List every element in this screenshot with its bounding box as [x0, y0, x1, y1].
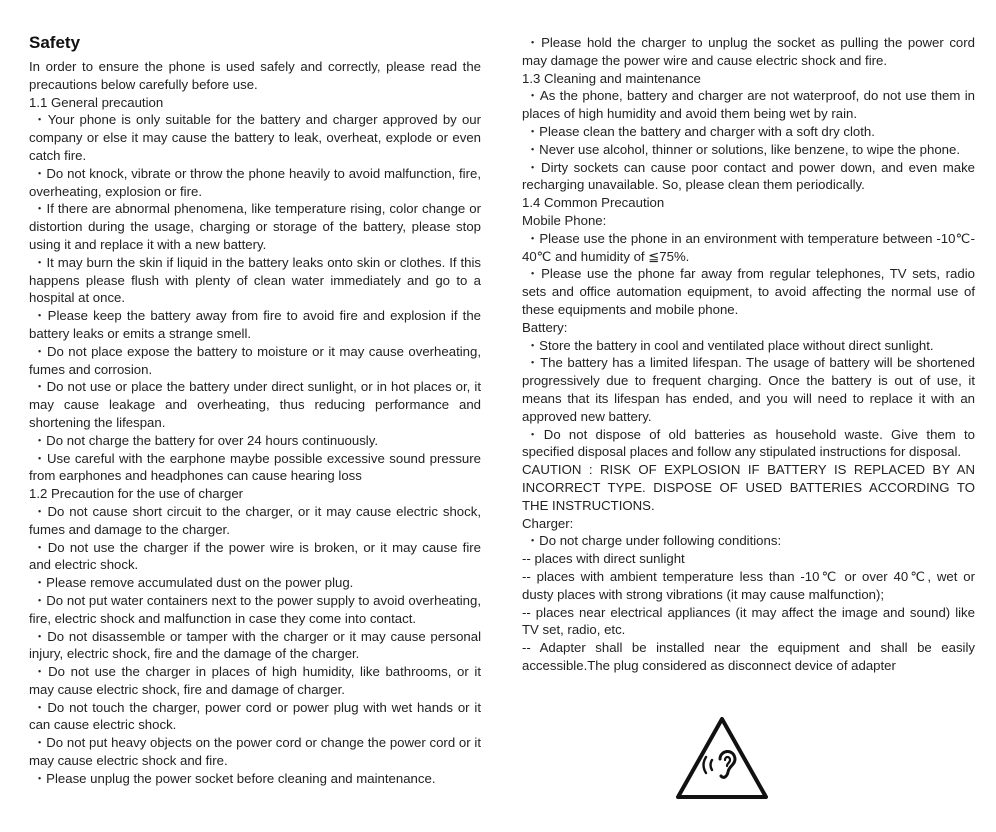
- bullet-item: ・Use careful with the earphone maybe possible excessive sound pressure from earphones and headphones can cause hearing loss: [29, 450, 481, 484]
- bullet-item: ・It may burn the skin if liquid in the battery leaks onto skin or clothes. If this happens please flush with plenty of clean water immediately and go to a hospital at once.: [29, 254, 481, 306]
- section-heading: 1.2 Precaution for the use of charger: [29, 486, 244, 502]
- page-title: Safety: [29, 33, 81, 52]
- bullet-item: ・Do not cause short circuit to the charger, or it may cause electric shock, fumes and damage to the charger.: [29, 503, 481, 537]
- dash-item: -- places with ambient temperature less than -10℃ or over 40℃, wet or dusty places with strong vibrations (it may cause malfunction);: [522, 568, 975, 602]
- hearing-warning-icon: [672, 713, 772, 805]
- section-heading: 1.4 Common Precaution: [522, 195, 665, 211]
- bullet-item: ・Do not use the charger in places of high humidity, like bathrooms, or it may cause electric shock, fire and damage of charger.: [29, 664, 481, 697]
- bullet-item: ・If there are abnormal phenomena, like temperature rising, color change or distortion during the usage, charging or storage of the battery, please stop using it and replace it with a new battery.: [29, 201, 481, 252]
- sound-wave: [704, 757, 707, 773]
- section-heading: 1.3 Cleaning and maintenance: [522, 70, 701, 86]
- bullet-item: ・Do not disassemble or tamper with the charger or it may cause personal injury, electric shock, fire and the damage of the charger.: [29, 628, 481, 662]
- bullet-item: ・Please remove accumulated dust on the power plug.: [33, 575, 354, 591]
- section-heading: 1.1 General precaution: [29, 94, 164, 110]
- bullet-item: ・Do not use the charger if the power wire is broken, or it may cause fire and electric shock.: [29, 539, 481, 573]
- bullet-item: ・Do not knock, vibrate or throw the phone heavily to avoid malfunction, fire, overheating, explosion or fire.: [29, 165, 481, 199]
- bullet-item: ・Store the battery in cool and ventilated place without direct sunlight.: [526, 337, 934, 353]
- bullet-item: ・Never use alcohol, thinner or solutions, like benzene, to wipe the phone.: [526, 141, 960, 157]
- dash-item: -- Adapter shall be installed near the equipment and shall be easily accessible.The plug considered as disconnect device of adapter: [522, 640, 975, 673]
- bullet-item: ・Do not charge the battery for over 24 hours continuously.: [33, 432, 379, 448]
- bullet-item: ・Your phone is only suitable for the battery and charger approved by our company or else it may cause the battery to leak, overheat, explode or even catch fire.: [29, 112, 481, 163]
- left-column: [29, 30, 481, 788]
- right-column: [522, 34, 975, 675]
- sound-wave: [711, 760, 713, 770]
- bullet-item: ・Please clean the battery and charger with a soft dry cloth.: [526, 123, 875, 139]
- bullet-item: ・Please keep the battery away from fire to avoid fire and explosion if the battery leaks or emits a strange smell.: [29, 308, 481, 341]
- warning-triangle: [678, 719, 766, 797]
- subheading-mobile-phone: Mobile Phone:: [522, 212, 607, 228]
- intro-paragraph: In order to ensure the phone is used safely and correctly, please read the precautions below carefully before use.: [29, 59, 481, 92]
- bullet-item: ・Please hold the charger to unplug the socket as pulling the power cord may damage the power wire and cause electric shock and fire.: [522, 35, 975, 68]
- dash-item: -- places with direct sunlight: [522, 551, 685, 567]
- ear-inner: [725, 757, 730, 766]
- bullet-item: ・Do not touch the charger, power cord or power plug with wet hands or it can cause electric shock.: [29, 699, 481, 733]
- bullet-item: ・Do not dispose of old batteries as household waste. Give them to specified disposal places and follow any stipulated instructions for disposal.: [522, 426, 975, 460]
- bullet-item: ・Do not charge under following conditions:: [526, 533, 782, 549]
- bullet-item: ・As the phone, battery and charger are not waterproof, do not use them in places of high humidity and avoid them being wet by rain.: [522, 88, 975, 122]
- bullet-item: ・Do not put water containers next to the power supply to avoid overheating, fire, electric shock and malfunction in case they come into contact.: [29, 592, 481, 626]
- bullet-item: ・Dirty sockets can cause poor contact and power down, and even make recharging unavailable. So, please clean them periodically.: [522, 159, 975, 193]
- bullet-item: ・Do not put heavy objects on the power cord or change the power cord or it may cause electric shock and fire.: [29, 735, 481, 769]
- subheading-charger: Charger:: [522, 515, 574, 531]
- bullet-item: ・Do not place expose the battery to moisture or it may cause overheating, fumes and corrosion.: [29, 343, 481, 377]
- bullet-item: ・Please use the phone far away from regular telephones, TV sets, radio sets and office automation equipment, to avoid affecting the normal use of these equipments and mobile phone.: [522, 266, 975, 317]
- caution-text: CAUTION : RISK OF EXPLOSION IF BATTERY IS REPLACED BY AN INCORRECT TYPE. DISPOSE OF USED BATTERIES ACCORDING TO THE INSTRUCTIONS.: [522, 462, 975, 513]
- bullet-item: ・Do not use or place the battery under direct sunlight, or in hot places or, it may cause leakage and overheating, thus reducing performance and shortening the lifespan.: [29, 379, 481, 430]
- dash-item: -- places near electrical appliances (it may affect the image and sound) like TV set, radio, etc.: [522, 604, 975, 638]
- bullet-item: ・The battery has a limited lifespan. The usage of battery will be shortened progressively due to frequent charging. Once the battery is out of use, it means that its lifespan has ended, and you will need to replace it with an approved new battery.: [522, 355, 975, 424]
- subheading-battery: Battery:: [522, 319, 568, 335]
- bullet-item: ・Please use the phone in an environment with temperature between -10℃- 40℃ and humidity of ≦75%.: [522, 230, 975, 264]
- bullet-item: ・Please unplug the power socket before cleaning and maintenance.: [33, 770, 436, 786]
